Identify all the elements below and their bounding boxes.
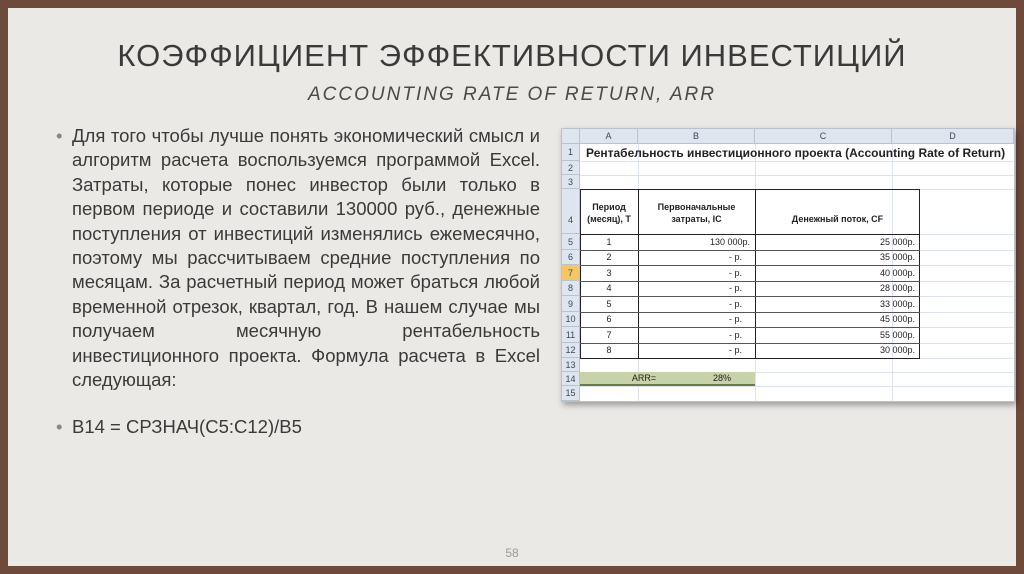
header-period-line2: (месяц), T (587, 214, 631, 224)
column-header-b: B (638, 129, 755, 144)
row-header: 5 (562, 234, 580, 250)
page-number: 58 (505, 546, 519, 560)
header-costs (638, 201, 755, 225)
cell-period: 5 (606, 299, 612, 309)
column-header-a: A (580, 129, 638, 144)
cell-cashflow: 55 000р. (879, 330, 915, 340)
cell-cashflow: 35 000р. (879, 252, 915, 262)
row-header: 13 (562, 358, 580, 372)
cell-costs: - р. (728, 330, 742, 340)
bullet-explanation: • Для того чтобы лучше понять экономический смысл и алгоритм расчета воспользуемся программой Excel. Затраты, которые понес инвестор были только в первом периоде и составили 130000 руб., денежные поступления от инвестиций изменялись ежемесячно, поэтому мы рассчитываем средние поступления по месяцам. За расчетный период может браться любой временной отрезок, квартал, год. В нашем случае мы получаем месячную рентабельность инвестиционного проекта. Формула расчета в Excel следующая: (56, 124, 540, 392)
arr-row-underline (580, 384, 755, 386)
cell-period: 6 (606, 314, 612, 324)
cell-cashflow: 33 000р. (879, 299, 915, 309)
row-header: 1 (562, 144, 580, 161)
row-header: 12 (562, 343, 580, 358)
column-header-c: C (755, 129, 892, 144)
cell-period: 4 (606, 283, 612, 293)
column-header-d: D (892, 129, 1014, 144)
bullet-formula: • B14 = СРЗНАЧ(C5:C12)/B5 (56, 415, 540, 439)
cell-costs: - р. (728, 299, 742, 309)
slide-title: КОЭФФИЦИЕНТ ЭФФЕКТИВНОСТИ ИНВЕСТИЦИЙ (117, 38, 907, 73)
cell-period: 2 (606, 252, 612, 262)
row-header: 14 (562, 372, 580, 386)
cell-cashflow: 25 000р. (879, 237, 915, 247)
cell-costs: - р. (728, 283, 742, 293)
header-costs-line1: Первоначальные (657, 202, 736, 212)
arr-label: ARR= (631, 373, 657, 383)
arr-value: 28% (712, 373, 731, 383)
cell-cashflow: 45 000р. (879, 314, 915, 324)
row-header: 6 (562, 250, 580, 265)
cell-period: 1 (606, 237, 612, 247)
header-cashflow: Денежный поток, CF (791, 214, 884, 224)
header-period (580, 201, 638, 225)
cell-costs: - р. (728, 345, 742, 355)
cell-cashflow: 30 000р. (879, 345, 915, 355)
slide-body (56, 124, 540, 440)
row-header: 2 (562, 161, 580, 175)
slide (8, 8, 1016, 566)
row-header: 4 (562, 189, 580, 234)
row-header: 11 (562, 327, 580, 343)
row-header-selected: 7 (562, 265, 580, 281)
cell-period: 7 (606, 330, 612, 340)
slide-subtitle: ACCOUNTING RATE OF RETURN, ARR (308, 84, 716, 105)
cell-costs: - р. (728, 268, 742, 278)
cell-period: 3 (606, 268, 612, 278)
row-header: 3 (562, 175, 580, 189)
row-header: 8 (562, 281, 580, 296)
cell-costs: 130 000р. (709, 237, 750, 247)
header-period-line1: Период (592, 202, 626, 212)
cell-costs: - р. (728, 252, 742, 262)
row-header: 10 (562, 312, 580, 327)
sheet-title: Рентабельность инвестиционного проекта (Accounting Rate of Return) (586, 146, 1006, 160)
header-costs-line2: затраты, IC (671, 214, 722, 224)
row-header: 9 (562, 296, 580, 312)
excel-screenshot (561, 128, 1015, 402)
cell-cashflow: 40 000р. (879, 268, 915, 278)
cell-period: 8 (606, 345, 612, 355)
row-header: 15 (562, 386, 580, 401)
select-all-corner (562, 129, 580, 144)
cell-costs: - р. (728, 314, 742, 324)
cell-cashflow: 28 000р. (879, 283, 915, 293)
